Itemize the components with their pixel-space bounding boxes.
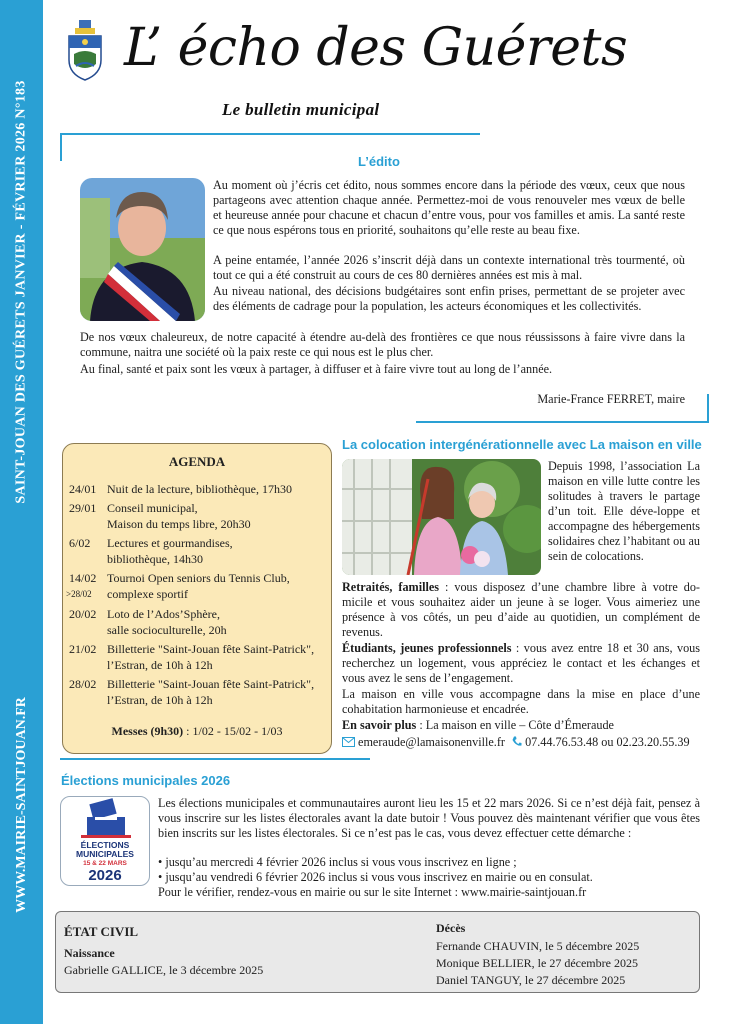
- naissance-entry: Gabrielle GALLICE, le 3 décembre 2025: [64, 963, 264, 977]
- elections-paragraph: Les élections municipales et communautaires auront lieu les 15 et 22 mars 2026. Si ce n’est déjà fait, pensez à vous inscrire sur les listes électorales avant la date butoir ! Vous pouvez dès maintenant vérifier que vous êtes bien inscrits sur les listes électorales. Si ce n’est pas le cas, vous devez effectuer cette démarche :: [158, 796, 700, 840]
- agenda-event: Loto de l’Ados’Sphère, salle socioculturelle, 20h: [107, 607, 227, 637]
- deces-entry: Monique BELLIER, le 27 décembre 2025: [436, 956, 638, 970]
- elections-paragraph: Pour le vérifier, rendez-vous en mairie ou sur le site Internet : www.mairie-saintjouan.fr: [158, 885, 587, 899]
- sidebar-band: [0, 0, 43, 1024]
- agenda-date-end: >28/02: [66, 589, 92, 599]
- agenda-title: AGENDA: [168, 454, 226, 469]
- agenda-date: 24/01: [69, 482, 97, 496]
- agenda-item: [66, 570, 331, 604]
- divider: [60, 758, 370, 760]
- logo-line: MUNICIPALES: [76, 849, 134, 859]
- newsletter-subtitle: Le bulletin municipal: [222, 100, 380, 119]
- edito-paragraph: Au niveau national, des décisions budgétaires sont enfin prises, permettant de se projeter avec des éléments de cadrage pour la population, les acteurs économiques et les collectivités.: [213, 284, 685, 313]
- divider: [707, 394, 709, 423]
- logo-line: ÉLECTIONS: [80, 840, 130, 850]
- coloc-more-info: En savoir plus : La maison en ville – Côte d’Émeraude: [342, 718, 614, 732]
- edito-paragraph: Au moment où j’écris cet édito, nous sommes encore dans la période des vœux, ceux que nous partageons avec attention chaque année. Permettez-moi de vous renouveler mes vœux de belle et heureuse année pour chacune et chacun d’entre vous, pour vos familles et amis. La santé reste ce que nous espérons tous en priorité, souhaitons qu’elle reste au beau fixe.: [213, 178, 685, 237]
- agenda-item: [69, 535, 331, 569]
- coloc-photo: [342, 459, 541, 575]
- agenda-event: Billetterie "Saint-Jouan fête Saint-Patrick", l’Estran, de 10h à 12h: [107, 642, 315, 672]
- agenda-event: Billetterie "Saint-Jouan fête Saint-Patrick", l’Estran, de 10h à 12h: [107, 677, 315, 707]
- elections-bullet: • jusqu’au mercredi 4 février 2026 inclus si vous vous inscrivez en ligne ;: [158, 855, 517, 869]
- town-crest-logo: [66, 20, 104, 82]
- mail-icon: [342, 737, 355, 747]
- coloc-title: La colocation intergénérationnelle avec La maison en ville: [342, 437, 702, 452]
- elections-logo: [60, 796, 150, 886]
- coloc-paragraph: Étudiants, jeunes professionnels : vous avez entre 18 et 30 ans, vous recherchez un logement, vous appréciez le contact et les échanges et vous avez le sens de l’engagement.: [342, 641, 701, 685]
- logo-year: 2026: [88, 867, 122, 884]
- deces-entry: Fernande CHAUVIN, le 5 décembre 2025: [436, 939, 640, 953]
- edito-signature: Marie-France FERRET, maire: [537, 392, 685, 406]
- mayor-photo: [80, 178, 205, 321]
- agenda-date: 28/02: [69, 677, 97, 691]
- contact-email[interactable]: emeraude@lamaisonenville.fr: [358, 735, 505, 749]
- agenda-box: [62, 443, 332, 754]
- divider: [416, 421, 709, 423]
- agenda-item: [69, 606, 331, 640]
- edito-paragraph: Au final, santé et paix sont les vœux à partager, à diffuser et à faire vivre tout au long de l’année.: [80, 362, 553, 376]
- agenda-event: Tournoi Open seniors du Tennis Club, complexe sportif: [107, 571, 290, 601]
- agenda-event: Conseil municipal, Maison du temps libre, 20h30: [107, 501, 251, 531]
- divider: [60, 133, 62, 161]
- coloc-paragraph: La maison en ville vous accompagne dans la mise en place d’une cohabitation harmonieuse et encadrée.: [342, 687, 700, 716]
- naissance-label: Naissance: [64, 946, 115, 960]
- agenda-date: 29/01: [69, 501, 97, 515]
- contact-phones[interactable]: 07.44.76.53.48 ou 02.23.20.55.39: [525, 735, 690, 749]
- issue-info: SAINT-JOUAN DES GUÉRETS JANVIER - FÉVRIER 2026 N°183: [14, 80, 29, 504]
- agenda-date: 14/02: [69, 571, 97, 585]
- ballot-box-icon: [61, 797, 150, 841]
- agenda-date: 20/02: [69, 607, 97, 621]
- newsletter-title: L’ écho des Guérets: [124, 18, 628, 78]
- coloc-paragraph: Retraités, familles : vous disposez d’une chambre libre à votre do-micile et vous souhaitez aider un jeune à se loger. Vous aimeriez une présence à vos côtés, un peu d’aide au quotidien, un complément de revenus.: [342, 580, 700, 639]
- agenda-item: [69, 641, 331, 675]
- website-url[interactable]: WWW.MAIRIE-SAINTJOUAN.FR: [14, 697, 30, 913]
- edito-paragraph: A peine entamée, l’année 2026 s’inscrit déjà dans un contexte international très tourmenté, où tout ce qui a été construit au cours de ces 80 dernières années est mis à mal.: [213, 253, 685, 282]
- etat-civil-box: [55, 911, 700, 993]
- deces-label: Décès: [436, 921, 466, 935]
- agenda-item: [69, 676, 331, 710]
- agenda-date: 21/02: [69, 642, 97, 656]
- elections-title: Élections municipales 2026: [61, 773, 231, 788]
- phone-icon: [512, 736, 522, 747]
- agenda-date: 6/02: [69, 536, 91, 550]
- edito-paragraph: De nos vœux chaleureux, de notre capacité à étendre au-delà des frontières ce que nous réussissons à faire vivre dans la commune, naitra une société où la paix reste ce qui nous est le plus cher.: [80, 330, 685, 359]
- edito-title: L’édito: [358, 154, 400, 169]
- logo-dates: 15 & 22 MARS: [83, 860, 127, 867]
- coloc-intro: Depuis 1998, l’association La maison en ville lutte contre les solitudes à travers le partage d’un toit. Elle déve-loppe et accompagne des hébergements solidaires chez l’habitant ou au sein de colocations.: [548, 459, 700, 563]
- agenda-event: Nuit de la lecture, bibliothèque, 17h30: [107, 482, 292, 496]
- etat-civil-title: ÉTAT CIVIL: [64, 924, 139, 939]
- coloc-contact: [342, 735, 702, 750]
- elections-bullet: • jusqu’au vendredi 6 février 2026 inclus si vous vous inscrivez en mairie ou en consulat.: [158, 870, 593, 884]
- agenda-event: Lectures et gourmandises, bibliothèque, 14h30: [107, 536, 233, 566]
- agenda-item: [69, 500, 331, 534]
- divider: [60, 133, 480, 135]
- deces-entry: Daniel TANGUY, le 27 décembre 2025: [436, 973, 626, 987]
- agenda-masses: Messes (9h30) : 1/02 - 15/02 - 1/03: [111, 724, 283, 738]
